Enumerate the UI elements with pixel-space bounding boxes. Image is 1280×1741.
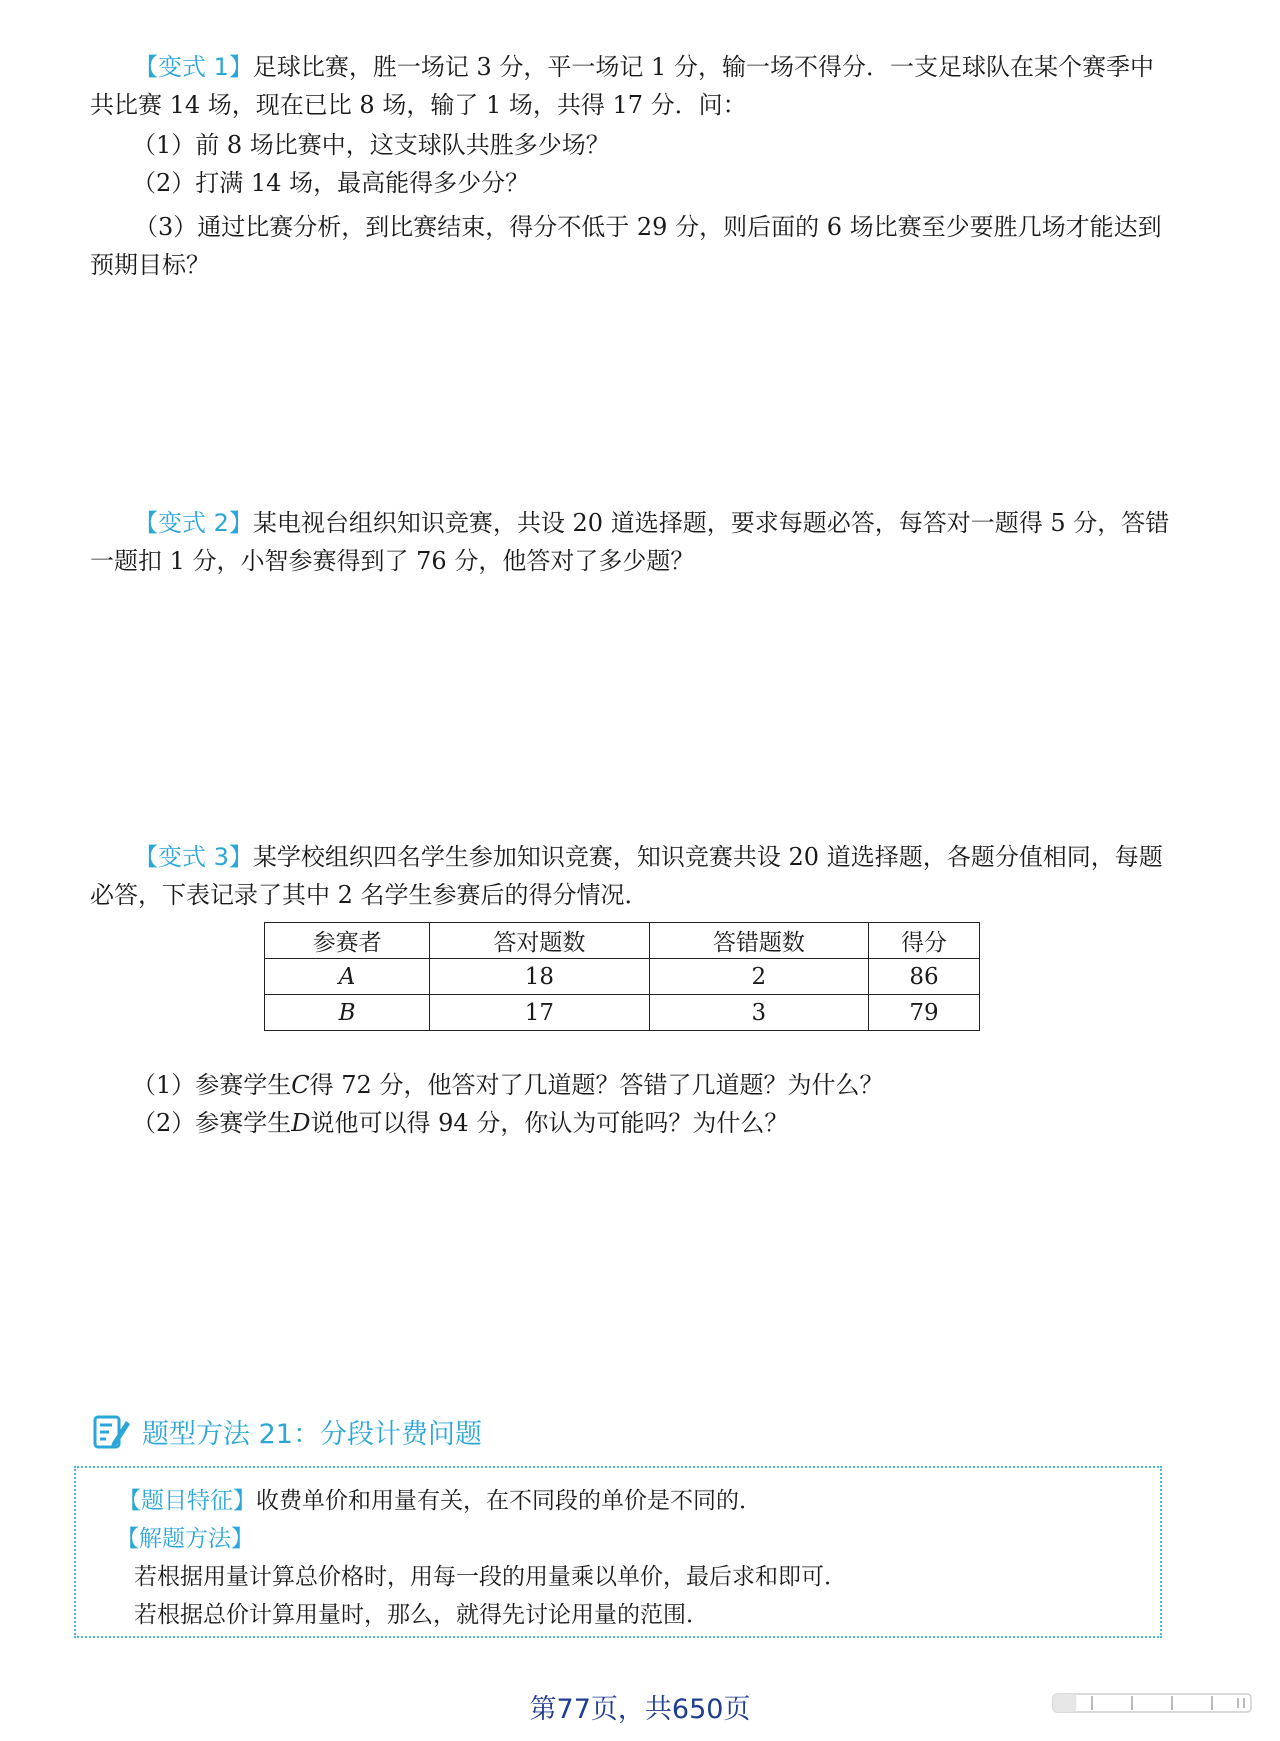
table-cell: 18 [430,959,649,995]
progress-fill [1053,1694,1076,1712]
score-table [264,922,980,1031]
table-cell: 86 [869,959,980,995]
participant-a: A [338,963,356,990]
table-header-cell: 得分 [869,923,980,959]
q1-post: 得 72 分，他答对了几道题？答错了几道题？为什么？ [309,1071,884,1099]
variant2-text [90,504,1170,580]
method-title-text: 题型方法 21：分段计费问题 [142,1418,482,1450]
variant1-intro-text: 足球比赛，胜一场记 3 分，平一场记 1 分，输一场不得分．一支足球队在某个赛季中共比赛 14 场，现在已比 8 场，输了 1 场，共得 17 分．问： [90,53,1154,119]
method-feature [118,1482,762,1520]
method-line-1: 若根据用量计算总价格时，用每一段的用量乘以单价，最后求和即可． [134,1564,847,1590]
variant3-tag: 【变式 3】 [134,843,253,871]
q2-post: 说他可以得 94 分，你认为可能吗？为什么？ [310,1109,789,1137]
variant3-intro-text: 某学校组织四名学生参加知识竞赛，知识竞赛共设 20 道选择题，各题分值相同，每题必答，下表记录了其中 2 名学生参赛后的得分情况． [90,843,1163,909]
table-cell: 17 [430,995,649,1031]
q1-pre: （1）参赛学生 [132,1071,292,1099]
table-row [265,995,980,1031]
method-line-2: 若根据总价计算用量时，那么，就得先讨论用量的范围． [134,1602,709,1628]
q1-var: C [291,1071,310,1099]
reading-progress-bar[interactable] [1052,1690,1252,1716]
variant1-tag: 【变式 1】 [134,53,253,81]
method-box [74,1466,1162,1638]
participant-b: B [338,999,356,1026]
table-cell-participant [265,995,430,1031]
variant3-question-2 [132,1104,1172,1142]
q2-pre: （2）参赛学生 [132,1109,292,1137]
variant1-intro [90,48,1170,124]
table-cell: 79 [869,995,980,1031]
method-title [92,1406,482,1456]
table-header-cell: 参赛者 [265,923,430,959]
variant3-question-1 [132,1066,1172,1104]
variant1-question-3: （3）通过比赛分析，到比赛结束，得分不低于 29 分，则后面的 6 场比赛至少要胜几场才能达到预期目标？ [90,213,1162,279]
table-cell-participant [265,959,430,995]
feature-text: 收费单价和用量有关，在不同段的单价是不同的． [256,1488,762,1514]
solution-tag: 【解题方法】 [116,1526,254,1552]
table-header-cell: 答对题数 [430,923,649,959]
table-header-row [265,923,980,959]
q2-var: D [291,1109,311,1137]
feature-tag: 【题目特征】 [118,1488,256,1514]
variant3-intro [90,838,1170,914]
table-header-cell: 答错题数 [649,923,868,959]
variant2-body: 某电视台组织知识竞赛，共设 20 道选择题，要求每题必答，每答对一题得 5 分，答错一题扣 1 分，小智参赛得到了 76 分，他答对了多少题？ [90,509,1170,575]
method-solution-tag [116,1520,254,1558]
table-row [265,959,980,995]
table-cell: 3 [649,995,868,1031]
table-cell: 2 [649,959,868,995]
edit-note-icon [92,1411,132,1451]
variant1-question-2: （2）打满 14 场，最高能得多少分？ [132,169,530,197]
variant1-question-1: （1）前 8 场比赛中，这支球队共胜多少场？ [132,131,610,159]
variant2-tag: 【变式 2】 [134,509,253,537]
progress-track [1053,1694,1251,1712]
page-indicator: 第77页，共650页 [529,1694,751,1725]
